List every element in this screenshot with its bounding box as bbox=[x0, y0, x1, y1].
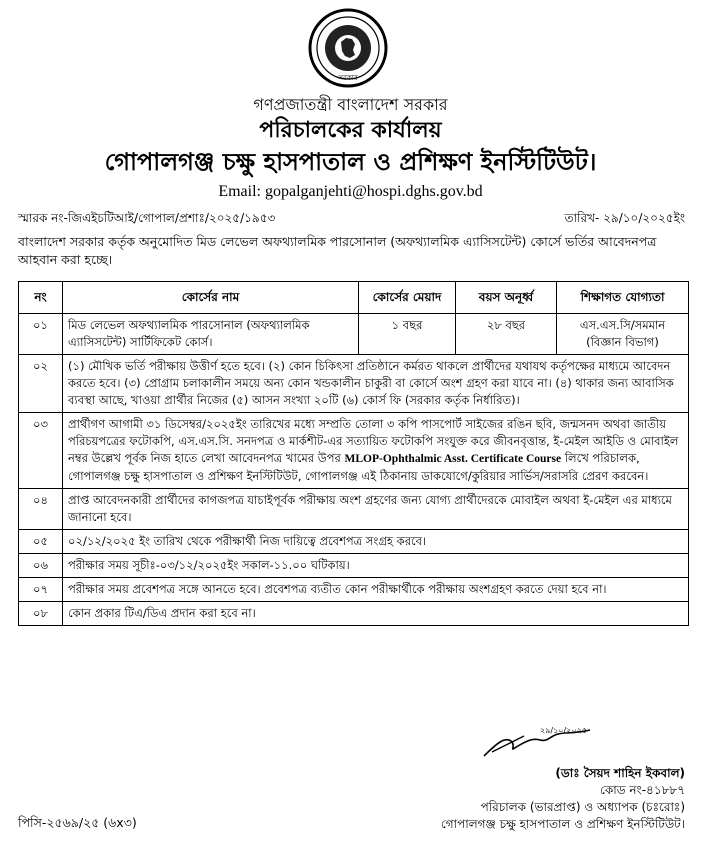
row-number: ০৩ bbox=[19, 413, 63, 489]
qualification-line: (বিজ্ঞান বিভাগ) bbox=[586, 335, 659, 349]
memo-number: স্মারক নং-জিএইচটিআই/গোপাল/প্রশাঃ/২০২৫/১৯৫৩ bbox=[18, 211, 276, 225]
row-number: ০৫ bbox=[19, 530, 63, 554]
table-row bbox=[19, 413, 689, 489]
seal-label: সরকার bbox=[338, 74, 358, 82]
row-text: ০২/১২/২০২৫ ইং তারিখ থেকে পরীক্ষার্থী নিজ দায়িত্বে প্রবেশপত্র সংগ্রহ করবে। bbox=[63, 530, 689, 554]
handwritten-signature bbox=[478, 722, 598, 762]
row-text: কোন প্রকার টিএ/ডিএ প্রদান করা হবে না। bbox=[63, 602, 689, 626]
signature-block bbox=[441, 765, 685, 833]
pc-number: পিসি-২৫৬৯/২৫ (৬x৩) bbox=[18, 815, 137, 830]
header-qualification: শিক্ষাগত যোগ্যতা bbox=[557, 282, 689, 314]
age-limit: ২৮ বছর bbox=[456, 314, 557, 355]
table-row bbox=[19, 314, 689, 355]
row-number: ০৮ bbox=[19, 602, 63, 626]
government-name: গণপ্রজাতন্ত্রী বাংলাদেশ সরকার bbox=[253, 95, 448, 114]
row-number: ০৬ bbox=[19, 554, 63, 578]
table-row bbox=[19, 602, 689, 626]
table-header-row bbox=[19, 282, 689, 314]
signatory-institute: গোপালগঞ্জ চক্ষু হাসপাতাল ও প্রশিক্ষণ ইনস্টিটিউট। bbox=[440, 817, 685, 831]
course-duration: ১ বছর bbox=[359, 314, 456, 355]
signatory-code: কোড নং-৪১৮৮৭ bbox=[600, 783, 685, 797]
institute-title: গোপালগঞ্জ চক্ষু হাসপাতাল ও প্রশিক্ষণ ইনস্টিটিউট। bbox=[104, 148, 597, 176]
row-number: ০৭ bbox=[19, 578, 63, 602]
row-text: প্রাপ্ত আবেদনকারী প্রার্থীদের কাগজপত্র যাচাইপূর্বক পরীক্ষায় অংশ গ্রহণের জন্য যোগ্য প্রার্থীদেরকে মোবাইল অথবা ই-মেইল এর মাধ্যমে জানানো হবে। bbox=[63, 489, 689, 530]
row-text: (১) মৌখিক ভর্তি পরীক্ষায় উত্তীর্ণ হতে হবে। (২) কোন চিকিৎসা প্রতিষ্ঠানে কর্মরত থাকলে প্রার্থীদের যথাযথ কর্তৃপক্ষের মাধ্যমে আবেদন করতে হবে। (৩) প্রোগ্রাম চলাকালীন সময়ে অন্য কোন খন্ডকালীন চাকুরী বা কোর্সে অংশ গ্রহণ করা যাবে না। (৪) থাকার জন্য আবাসিক ব্যবস্থা আছে, খাওয়া প্রার্থীর নিজের (৫) আসন সংখ্যা ২০টি (৬) কোর্স ফি (সরকার কর্তৃক নির্ধারিত)। bbox=[63, 355, 689, 413]
row-number: ০২ bbox=[19, 355, 63, 413]
row-number: ০৪ bbox=[19, 489, 63, 530]
row-text-part: প্রার্থীগণ আগামী ৩১ ডিসেম্বর/২০২৫ইং তারিখের মধ্যে সম্প্রতি তোলা ৩ কপি পাসপোর্ট সাইজের রঙিন ছবি, জন্মসনদ অথবা জাতীয় পরিচয়পত্রের ফটোকপি, এস.এস.সি. সনদপত্র ও মার্কশীট-এর সত্যায়িত ফটোকপি সংযুক্ত করে জীবনবৃত্তান্ত, ই-মেইল আইডি ও মোবাইল নম্বর উল্লেখ পূর্বক নিজ হাতে লেখা আবেদনপত্র খামের উপর bbox=[68, 417, 679, 465]
row-text bbox=[63, 413, 689, 489]
qualification bbox=[557, 314, 689, 355]
memo-date: তারিখ- ২৯/১০/২০২৫ইং bbox=[564, 211, 685, 225]
row-number: ০১ bbox=[19, 314, 63, 355]
table-row bbox=[19, 554, 689, 578]
signature-date: ২৯/১০/২০২৫ bbox=[540, 726, 587, 735]
course-name: মিড লেভেল অফথ্যালমিক পারসোনাল (অফথ্যালমিক এ্যাসিসটেন্ট) সার্টিফিকেট কোর্স। bbox=[63, 314, 359, 355]
table-row bbox=[19, 530, 689, 554]
office-title: পরিচালকের কার্যালয় bbox=[259, 118, 442, 143]
intro-paragraph: বাংলাদেশ সরকার কর্তৃক অনুমোদিত মিড লেভেল অফথ্যালমিক পারসোনাল (অফথ্যালমিক এ্যাসিসটেন্ট) কোর্সে ভর্তির আবেদনপত্র আহবান করা হচ্ছে। bbox=[18, 234, 657, 267]
row-text: পরীক্ষার সময় সূচীঃ-০৩/১২/২০২৫ইং সকাল-১১.০০ ঘটিকায়। bbox=[63, 554, 689, 578]
signatory-name: (ডাঃ সৈয়দ শাহিন ইকবাল) bbox=[555, 766, 685, 780]
signatory-designation: পরিচালক (ভারপ্রাপ্ত) ও অধ্যাপক (চঃরোঃ) bbox=[480, 800, 685, 814]
header-duration: কোর্সের মেয়াদ bbox=[359, 282, 456, 314]
admission-table bbox=[18, 281, 689, 626]
header-serial: নং bbox=[19, 282, 63, 314]
header-age: বয়স অনূর্ধ্ব bbox=[456, 282, 557, 314]
header-course-name: কোর্সের নাম bbox=[63, 282, 359, 314]
table-row bbox=[19, 355, 689, 413]
row-text-part: লিখে পরিচালক, গোপালগঞ্জ চক্ষু হাসপাতাল ও প্রশিক্ষণ ইনস্টিটিউট, গোপালগঞ্জ এই ঠিকানায় ডাকযোগে/কুরিয়ার সার্ভিস/সরাসরি প্রেরণ করবেন। bbox=[68, 451, 649, 483]
qualification-line: এস.এস.সি/সমমান bbox=[579, 318, 666, 332]
table-row bbox=[19, 489, 689, 530]
table-row bbox=[19, 578, 689, 602]
row-text: পরীক্ষার সময় প্রবেশপত্র সঙ্গে আনতে হবে। প্রবেশপত্র ব্যতীত কোন পরীক্ষার্থীকে পরীক্ষায় অংশগ্রহণ করতে দেয়া হবে না। bbox=[63, 578, 689, 602]
row-text-course-title: MLOP-Ophthalmic Asst. Certificate Course bbox=[344, 453, 562, 465]
government-seal-logo bbox=[308, 8, 388, 88]
email-line[interactable]: Email: gopalganjehti@hospi.dghs.gov.bd bbox=[218, 183, 483, 200]
